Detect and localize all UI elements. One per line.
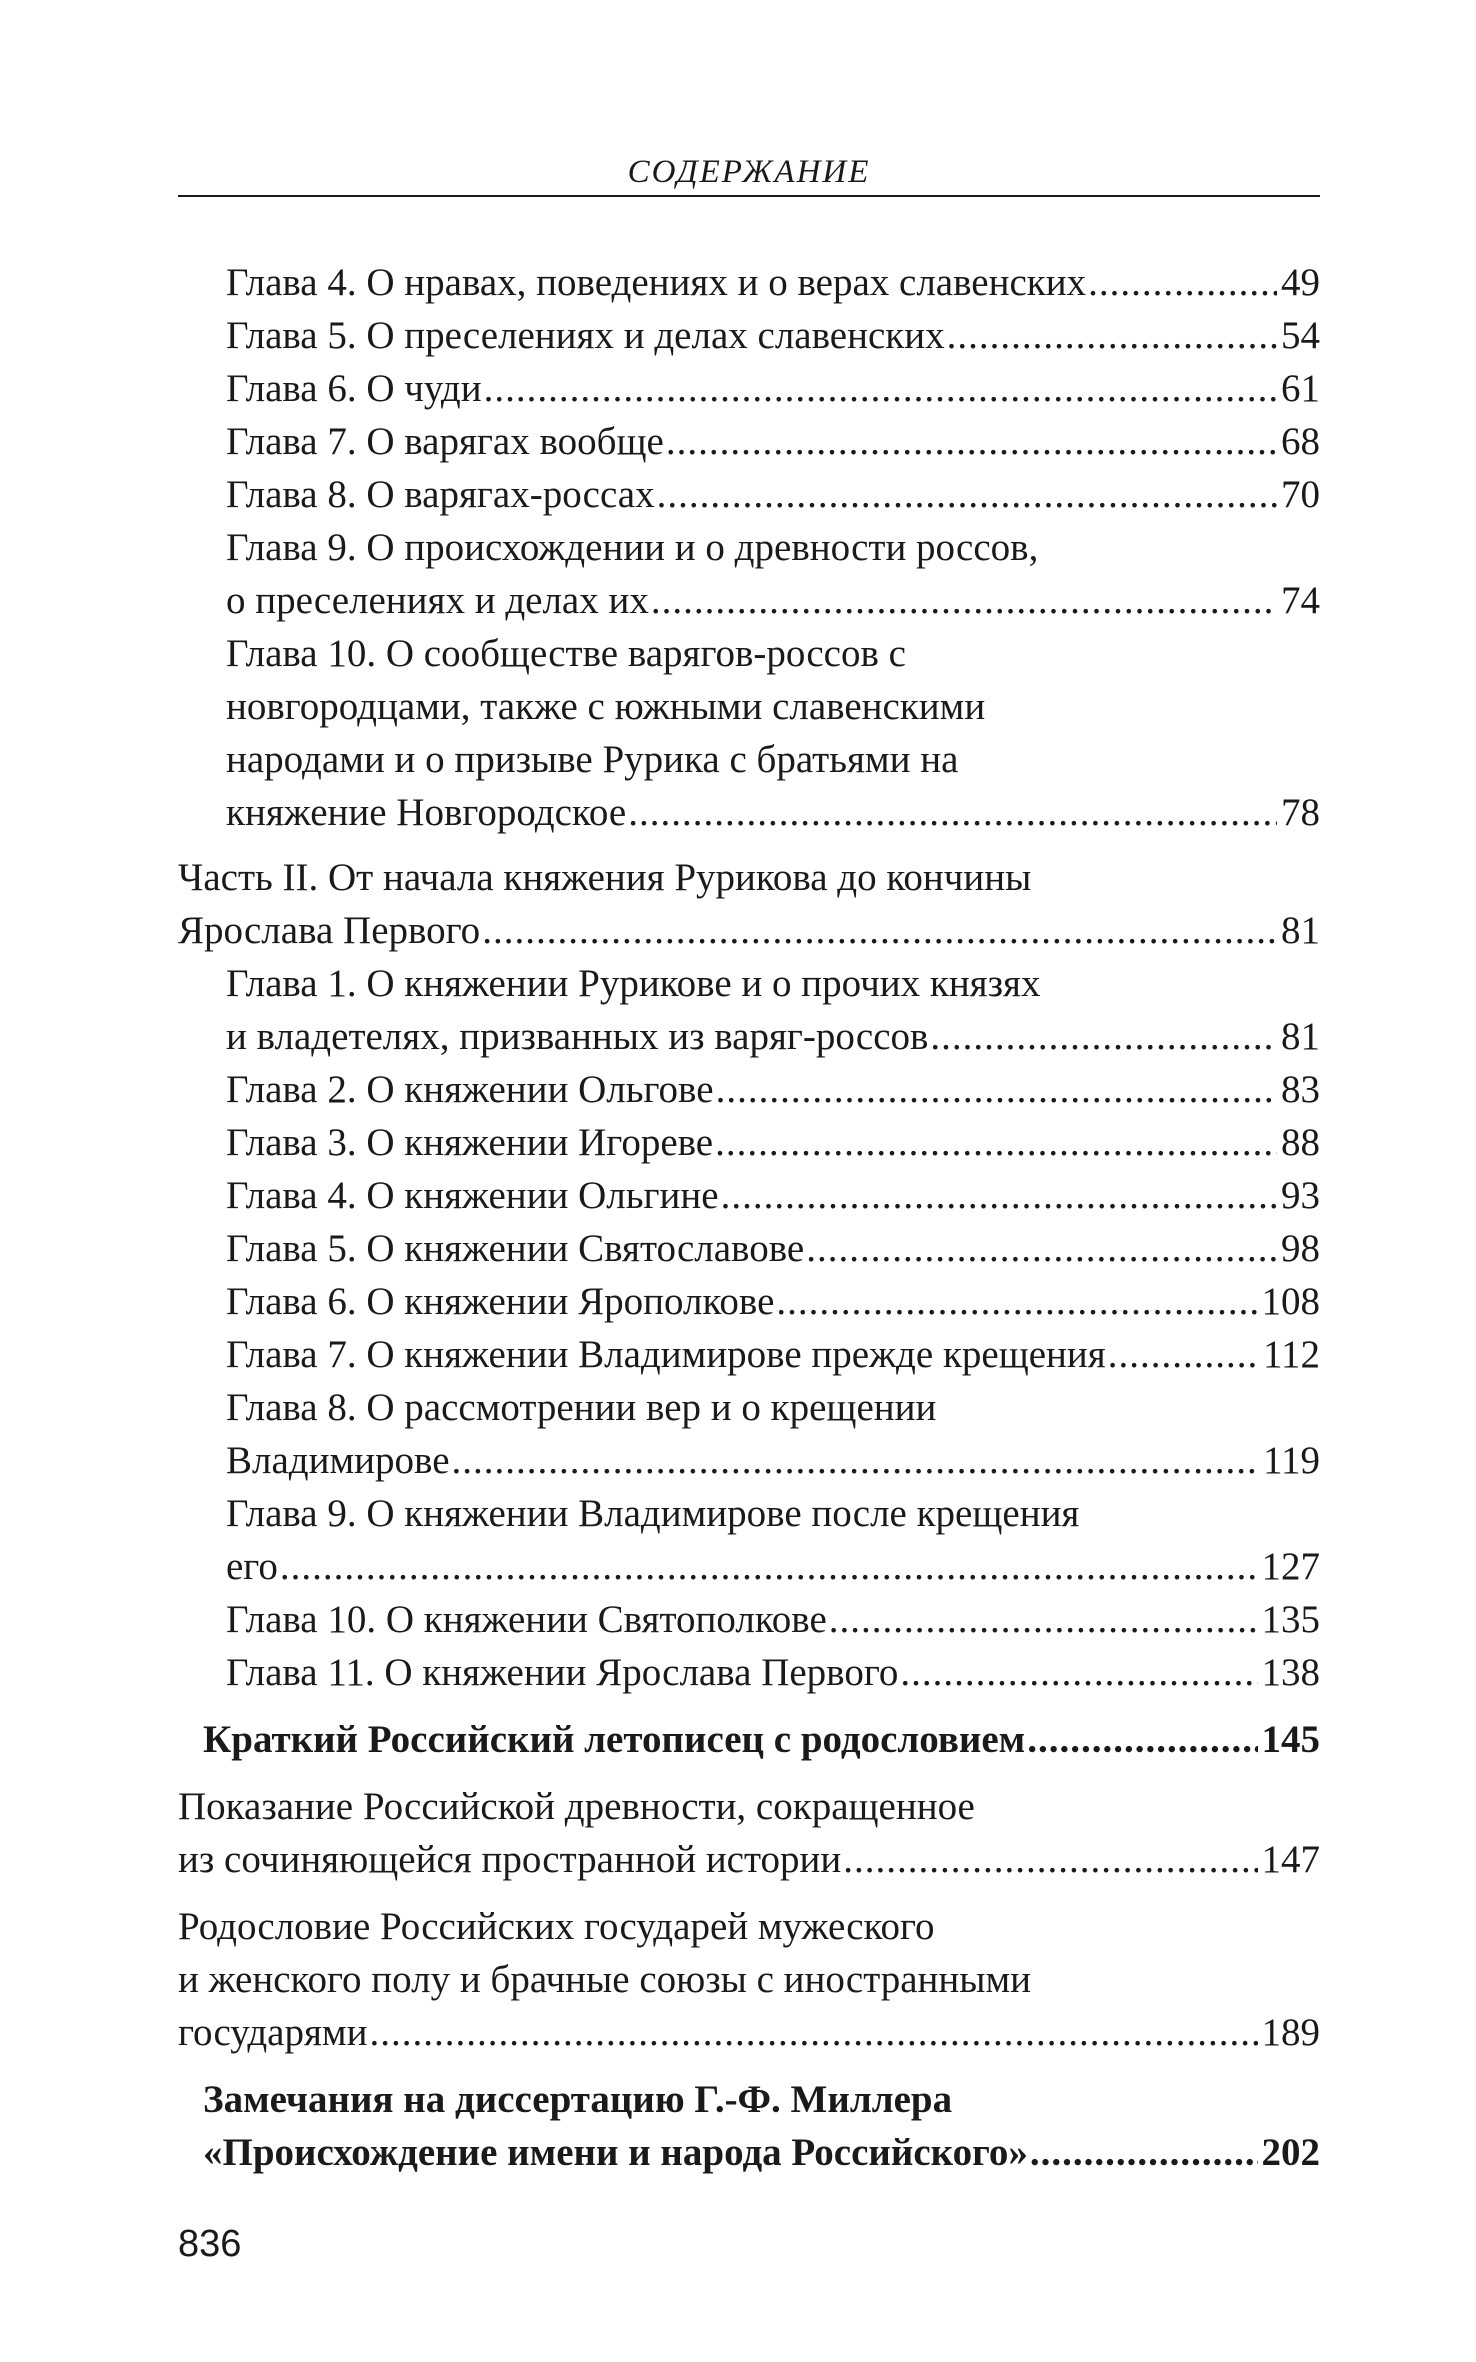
toc-entry-title-line: Глава 7. О варягах вообще [226,420,664,463]
dot-leader [482,904,1277,957]
toc-entry [178,1780,1320,1886]
toc-entry-last-line [226,256,1320,309]
dot-leader [843,1833,1257,1886]
toc-entry-title-line: Глава 8. О варягах-россах [226,473,655,516]
toc-entry [226,1328,1320,1381]
toc-entry [226,957,1320,1063]
dot-leader [715,1116,1277,1169]
dot-leader [829,1593,1258,1646]
toc-entry [226,1646,1320,1699]
toc-entry [178,1900,1320,2059]
dot-leader [716,1063,1277,1116]
dot-leader [947,309,1277,362]
toc-entry-title-line: государями [178,2011,368,2054]
toc-entry-title-line: Глава 9. О происхождении и о древности россов, [226,526,1039,569]
dot-leader [776,1275,1257,1328]
toc-entry [226,362,1320,415]
toc-entry-title-line: Глава 4. О княжении Ольгине [226,1174,719,1217]
toc-entry-title-line: Глава 1. О княжении Рурикове и о прочих князях [226,962,1041,1005]
toc-page-number: 68 [1281,420,1320,463]
page-number: 836 [178,2223,242,2265]
toc-entry-title-line: Глава 2. О княжении Ольгове [226,1068,714,1111]
toc-entry-last-line [226,1222,1320,1275]
toc-entry-title-line: новгородцами, также с южными славенскими [226,685,986,728]
toc-page-number: 202 [1261,2131,1320,2174]
header-rule [178,195,1320,197]
toc-entry-last-line [226,362,1320,415]
toc-entry-last-line [226,1646,1320,1699]
toc-entry [226,1381,1320,1487]
toc-entry-title-line: Глава 7. О княжении Владимирове прежде крещения [226,1333,1106,1376]
toc-entry [203,1713,1320,1766]
toc-entry [178,851,1320,957]
toc-entry-title-line: Глава 6. О чуди [226,367,482,410]
toc-entry-title-line: Ярослава Первого [178,909,481,952]
dot-leader [721,1169,1277,1222]
toc-entry-title-line: и владетелях, призванных из варяг-россов [226,1015,929,1058]
running-header: СОДЕРЖАНИЕ [627,154,871,190]
toc-entry-title-line: Глава 5. О преселениях и делах славенских [226,314,945,357]
toc-entry-last-line [226,1434,1320,1487]
toc-entry [226,468,1320,521]
dot-leader [666,415,1277,468]
toc-page-number: 81 [1281,909,1320,952]
dot-leader [484,362,1277,415]
toc-entry-title-line: и женского полу и брачные союзы с иностранными [178,1958,1032,2001]
toc-entry-title-line: «Происхождение имени и народа Российского» [203,2131,1028,2174]
toc-entry-title-line: Глава 10. О сообществе варягов-россов с [226,632,906,675]
dot-leader [1088,256,1277,309]
dot-leader [1108,1328,1259,1381]
toc-entry-title-line: Краткий Российский летописец с родословием [203,1718,1026,1761]
toc-page-number: 88 [1281,1121,1320,1164]
toc-entry-title-line: из сочиняющейся пространной истории [178,1838,842,1881]
toc-entry-title-line: его [226,1545,278,1588]
toc-entry-last-line [226,786,1320,839]
toc-page-number: 147 [1261,1838,1320,1881]
toc-entry-title-line: народами и о призыве Рурика с братьями на [226,738,959,781]
toc-entry-title-line: Владимирове [226,1439,450,1482]
toc-page-number: 49 [1281,261,1320,304]
toc-page-number: 108 [1261,1280,1320,1323]
dot-leader [628,786,1277,839]
toc-entry [226,1222,1320,1275]
toc-entry-last-line [226,1275,1320,1328]
toc-entry-title-line: Глава 6. О княжении Ярополкове [226,1280,775,1323]
dot-leader [900,1646,1257,1699]
toc-entry-last-line [226,415,1320,468]
toc-entry [226,1487,1320,1593]
toc-entry-last-line [178,1833,1320,1886]
table-of-contents [0,256,1476,2179]
toc-page-number: 145 [1261,1718,1320,1761]
toc-page-number: 135 [1261,1598,1320,1641]
toc-page-number: 70 [1281,473,1320,516]
toc-entry-title-line: Глава 8. О рассмотрении вер и о крещении [226,1386,937,1429]
toc-page-number: 83 [1281,1068,1320,1111]
toc-entry-last-line [226,1063,1320,1116]
toc-entry-last-line [178,2006,1320,2059]
toc-entry-title-line: Часть II. От начала княжения Рурикова до кончины [178,856,1032,899]
toc-entry [226,1063,1320,1116]
toc-page-number: 119 [1262,1439,1320,1482]
toc-entry [226,1169,1320,1222]
toc-page-number: 78 [1281,791,1320,834]
dot-leader [1030,2126,1258,2179]
toc-entry-last-line [226,574,1320,627]
toc-entry-last-line [226,468,1320,521]
dot-leader [452,1434,1259,1487]
toc-entry-title-line: княжение Новгородское [226,791,627,834]
toc-entry-title-line: Глава 5. О княжении Святославове [226,1227,805,1270]
toc-entry [203,2073,1320,2179]
toc-page-number: 54 [1281,314,1320,357]
toc-page-number: 93 [1281,1174,1320,1217]
toc-entry-last-line [178,904,1320,957]
dot-leader [369,2006,1257,2059]
toc-entry-last-line [226,1169,1320,1222]
toc-entry [226,415,1320,468]
toc-entry-title-line: Показание Российской древности, сокращенное [178,1785,975,1828]
toc-entry-last-line [226,1010,1320,1063]
toc-entry [226,1593,1320,1646]
toc-entry-title-line: Родословие Российских государей мужеского [178,1905,935,1948]
toc-entry-last-line [226,1116,1320,1169]
toc-entry-title-line: Глава 3. О княжении Игореве [226,1121,714,1164]
toc-entry-last-line [203,2126,1320,2179]
toc-entry-title-line: Глава 4. О нравах, поведениях и о верах славенских [226,261,1087,304]
dot-leader [657,468,1277,521]
toc-entry [226,1116,1320,1169]
toc-entry [226,256,1320,309]
toc-page-number: 138 [1261,1651,1320,1694]
toc-entry-title-line: Глава 11. О княжении Ярослава Первого [226,1651,899,1694]
toc-entry-last-line [226,309,1320,362]
toc-entry-title-line: Глава 10. О княжении Святополкове [226,1598,827,1641]
toc-page-number: 112 [1262,1333,1320,1376]
toc-entry-last-line [203,1713,1320,1766]
toc-page-number: 61 [1281,367,1320,410]
dot-leader [1027,1713,1257,1766]
toc-page-number: 98 [1281,1227,1320,1270]
dot-leader [806,1222,1277,1275]
toc-entry-last-line [226,1328,1320,1381]
toc-entry-last-line [226,1540,1320,1593]
dot-leader [280,1540,1258,1593]
toc-entry [226,521,1320,627]
toc-entry-last-line [226,1593,1320,1646]
toc-entry [226,1275,1320,1328]
toc-page-number: 81 [1281,1015,1320,1058]
toc-page-number: 127 [1261,1545,1320,1588]
toc-entry [226,627,1320,839]
dot-leader [930,1010,1277,1063]
toc-page-number: 189 [1261,2011,1320,2054]
toc-entry-title-line: о преселениях и делах их [226,579,649,622]
toc-page-number: 74 [1281,579,1320,622]
toc-entry [226,309,1320,362]
toc-entry-title-line: Глава 9. О княжении Владимирове после крещения [226,1492,1080,1535]
toc-entry-title-line: Замечания на диссертацию Г.-Ф. Миллера [203,2078,953,2121]
dot-leader [651,574,1277,627]
